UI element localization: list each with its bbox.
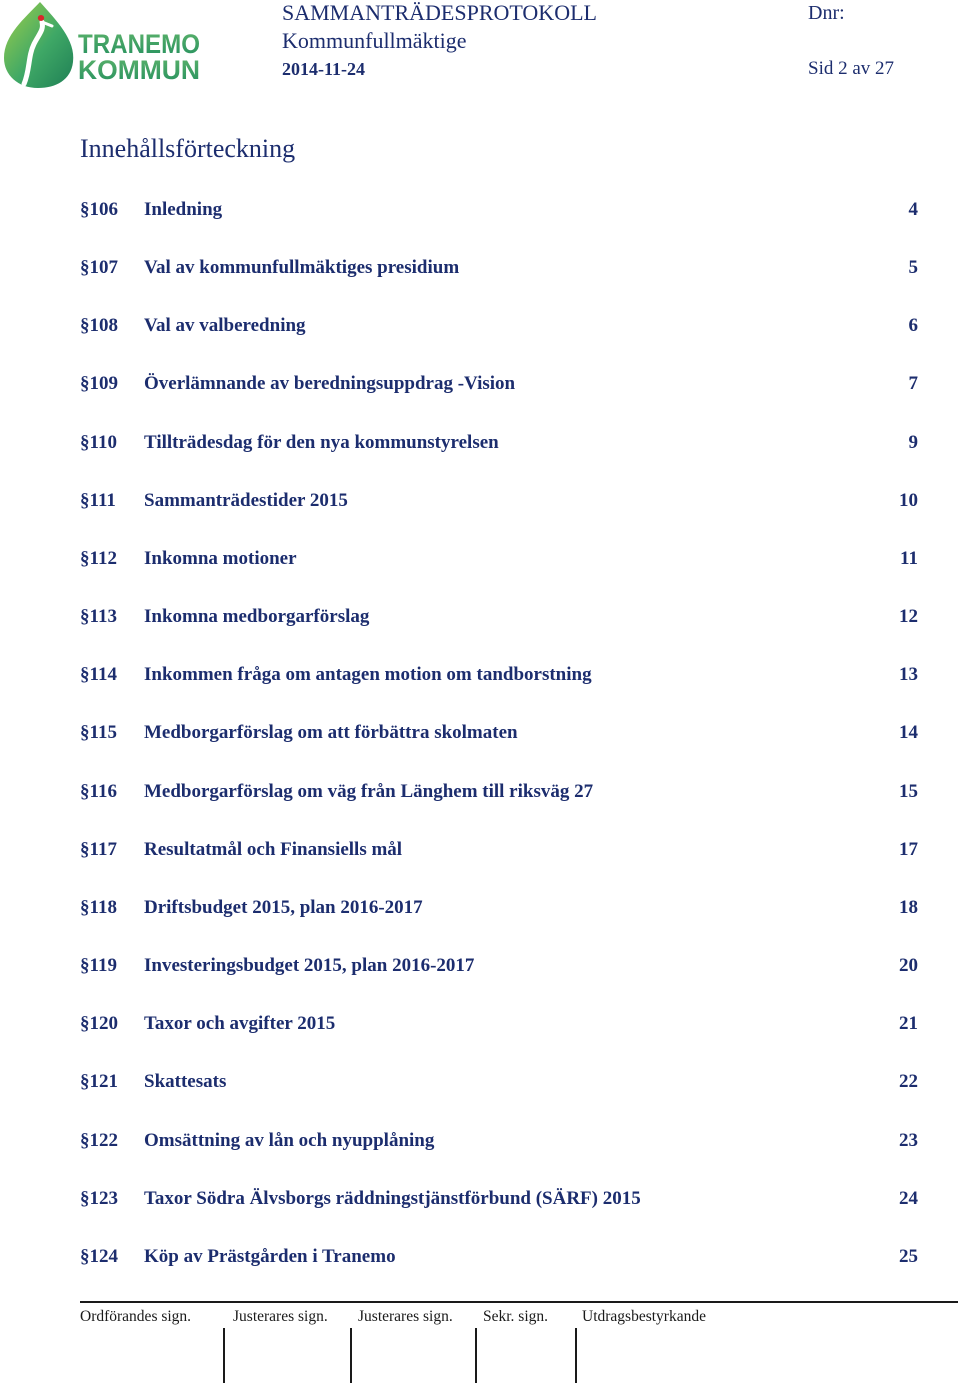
signature-divider [223, 1328, 225, 1383]
toc-entry-title: Inkomna motioner [144, 547, 297, 569]
toc-entry-title: Köp av Prästgården i Tranemo [144, 1245, 396, 1267]
toc-entry [0, 588, 960, 646]
tranemo-kommun-logo [0, 0, 205, 90]
toc-entry-page: 25 [899, 1245, 918, 1267]
toc-entry [0, 414, 960, 472]
meeting-body: Kommunfullmäktige [282, 28, 467, 53]
toc-entry-section: §118 [80, 896, 117, 918]
toc-entry-section: §122 [80, 1129, 118, 1151]
crane-emblem-icon [4, 2, 73, 88]
toc-entry [0, 1053, 960, 1111]
toc-entry [0, 1112, 960, 1170]
toc-entry-title: Inkomna medborgarförslag [144, 606, 370, 628]
toc-entry-page: 24 [899, 1187, 918, 1209]
toc-entry-page: 14 [899, 722, 918, 744]
toc-entry-title: Omsättning av lån och nyupplåning [144, 1129, 435, 1151]
toc-entry-title: Skattesats [144, 1071, 227, 1093]
toc-entry [0, 1170, 960, 1228]
toc-entry-title: Sammanträdestider 2015 [144, 489, 348, 511]
toc-entry-section: §124 [80, 1245, 118, 1267]
toc-entry-title: Medborgarförslag om att förbättra skolmaten [144, 722, 518, 744]
toc-list [0, 181, 960, 1286]
toc-entry-title: Medborgarförslag om väg från Länghem till riksväg 27 [144, 780, 594, 802]
toc-entry [0, 239, 960, 297]
toc-entry-section: §121 [80, 1071, 118, 1093]
signature-divider [575, 1328, 577, 1383]
toc-entry-section: §110 [80, 431, 117, 453]
toc-entry-page: 21 [899, 1013, 918, 1035]
toc-entry [0, 472, 960, 530]
toc-entry [0, 995, 960, 1053]
signature-divider [475, 1328, 477, 1383]
toc-entry-section: §114 [80, 664, 117, 686]
toc-entry-title: Driftsbudget 2015, plan 2016-2017 [144, 896, 423, 918]
logo-text-line1: TRANEMO [78, 29, 200, 59]
signature-label-secretary: Sekr. sign. [483, 1308, 549, 1325]
logo-text-line2: KOMMUN [78, 55, 200, 85]
toc-entry [0, 355, 960, 413]
toc-title: Innehållsförteckning [80, 134, 296, 163]
toc-entry-page: 23 [899, 1129, 918, 1151]
toc-entry-page: 11 [900, 547, 918, 569]
toc-entry-page: 5 [908, 257, 918, 279]
toc-entry-title: Resultatmål och Finansiells mål [144, 838, 403, 860]
toc-entry-title: Val av kommunfullmäktiges presidium [144, 257, 460, 279]
toc-entry [0, 704, 960, 762]
toc-entry-section: §113 [80, 606, 117, 628]
toc-entry-section: §120 [80, 1013, 118, 1035]
toc-entry-section: §112 [80, 547, 117, 569]
signature-label-extract-certified: Utdragsbestyrkande [582, 1308, 706, 1325]
toc-entry-page: 9 [908, 431, 918, 453]
toc-entry-section: §115 [80, 722, 117, 744]
toc-entry-page: 7 [908, 373, 918, 395]
toc-entry-section: §119 [80, 955, 117, 977]
toc-entry [0, 1228, 960, 1286]
toc-entry [0, 646, 960, 704]
toc-entry-page: 15 [899, 780, 918, 802]
toc-entry [0, 181, 960, 239]
toc-entry [0, 763, 960, 821]
toc-entry-section: §106 [80, 199, 118, 220]
toc-entry-section: §117 [80, 838, 117, 860]
signature-label-adjuster-1: Justerares sign. [233, 1308, 328, 1325]
document-type: SAMMANTRÄDESPROTOKOLL [282, 0, 597, 25]
toc-entry-title: Taxor och avgifter 2015 [144, 1013, 336, 1035]
toc-entry-title: Inkommen fråga om antagen motion om tandborstning [144, 664, 592, 686]
toc-entry [0, 530, 960, 588]
toc-entry-section: §107 [80, 257, 118, 279]
toc-entry-page: 4 [908, 199, 918, 220]
toc-entry [0, 879, 960, 937]
signature-label-chair: Ordförandes sign. [80, 1308, 192, 1325]
toc-entry-page: 12 [899, 606, 918, 628]
footer-rule [80, 1301, 958, 1303]
meeting-date: 2014-11-24 [282, 59, 365, 79]
toc-entry-section: §108 [80, 315, 118, 337]
toc-entry-section: §111 [80, 489, 116, 511]
toc-entry [0, 821, 960, 879]
toc-entry [0, 297, 960, 355]
toc-entry-page: 6 [908, 315, 918, 337]
toc-entry-section: §116 [80, 780, 117, 802]
toc-entry-page: 17 [899, 838, 918, 860]
toc-entry-section: §123 [80, 1187, 118, 1209]
dnr-label: Dnr: [808, 2, 845, 24]
toc-entry-title: Inledning [144, 199, 223, 220]
signature-label-adjuster-2: Justerares sign. [358, 1308, 453, 1325]
toc-entry-title: Tillträdesdag för den nya kommunstyrelsen [144, 431, 499, 453]
toc-entry [0, 937, 960, 995]
page-number: Sid 2 av 27 [808, 58, 895, 79]
toc-entry-title: Investeringsbudget 2015, plan 2016-2017 [144, 955, 475, 977]
toc-entry-section: §109 [80, 373, 118, 395]
toc-entry-page: 18 [899, 896, 918, 918]
toc-entry-page: 10 [899, 489, 918, 511]
signature-divider [350, 1328, 352, 1383]
toc-entry-title: Val av valberedning [144, 315, 306, 337]
toc-entry-title: Överlämnande av beredningsuppdrag -Vision [144, 373, 516, 395]
toc-entry-page: 13 [899, 664, 918, 686]
toc-entry-title: Taxor Södra Älvsborgs räddningstjänstförbund (SÄRF) 2015 [144, 1187, 641, 1209]
toc-entry-page: 22 [899, 1071, 918, 1093]
toc-entry-page: 20 [899, 955, 918, 977]
